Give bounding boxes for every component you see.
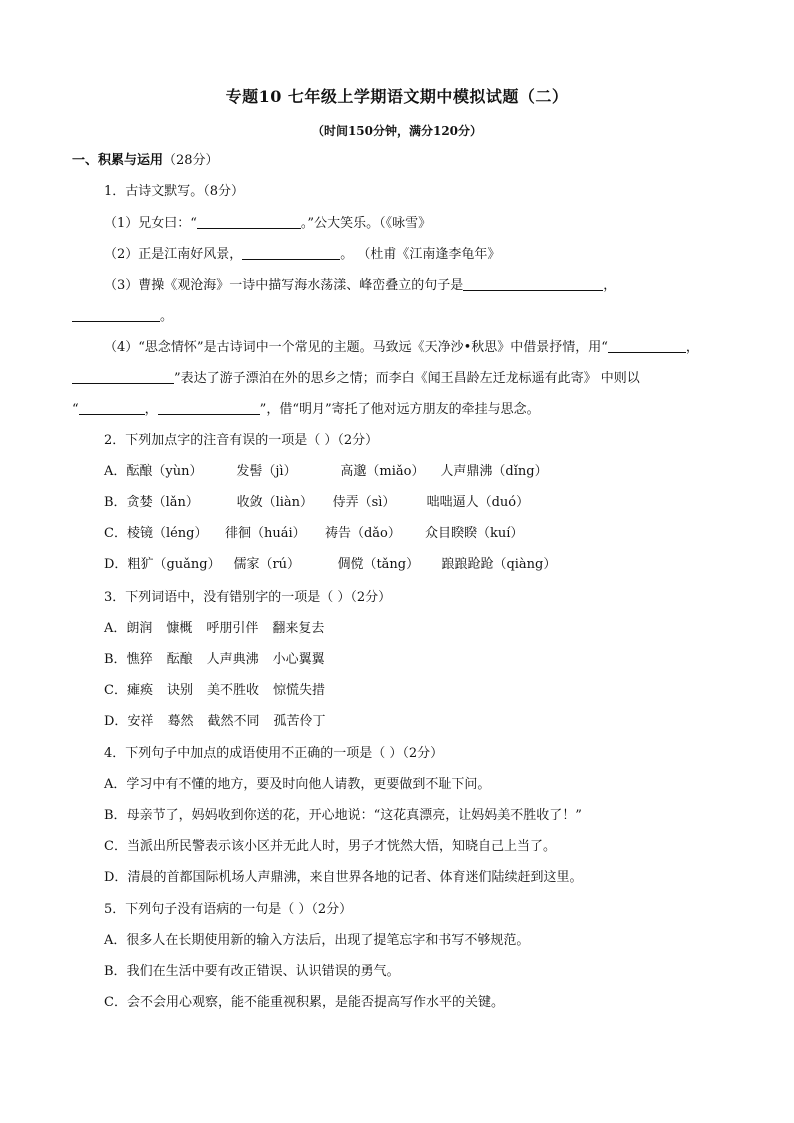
q1-p4-comma: ，	[685, 340, 699, 355]
option-item: 棱镜（léng）	[126, 526, 208, 541]
option-item: 小心翼翼	[272, 652, 325, 667]
q1-part-4-line2	[72, 369, 640, 388]
option-item: 孤苦伶丁	[273, 714, 326, 729]
option-item: 高邈（miǎo）	[340, 464, 425, 479]
q1-part-2	[104, 245, 500, 264]
option-text: 清晨的首都国际机场人声鼎沸，来自世界各地的记者、体育迷们陆续赶到这里。	[127, 870, 583, 885]
q3-option-d	[104, 713, 325, 731]
option-item: 踉踉跄跄（qiàng）	[441, 557, 557, 572]
q2-option-a	[104, 463, 548, 481]
q1-p2-suffix: 。 （杜甫《江南逢李龟年》	[340, 247, 501, 262]
q2-option-b	[104, 494, 529, 512]
q1-p3-comma: ，	[603, 278, 617, 293]
answer-blank[interactable]	[197, 214, 301, 229]
option-item: 瘫痪	[126, 683, 153, 698]
question-5-stem: 5．下列句子没有语病的一句是（ ）（2分）	[104, 902, 353, 917]
option-item: 美不胜收	[206, 683, 259, 698]
option-text: 当派出所民警表示该小区并无此人时，男子才恍然大悟，知晓自己上当了。	[126, 839, 556, 854]
option-label: B．	[104, 964, 127, 979]
option-item: 贪婪（lǎn）	[126, 495, 199, 510]
option-label: A．	[104, 621, 127, 636]
q4-option-c	[104, 838, 556, 856]
q1-part-4	[104, 338, 699, 357]
option-label: A．	[104, 777, 127, 792]
option-text: 很多人在长期使用新的输入方法后，出现了提笔忘字和书写不够规范。	[126, 933, 530, 948]
option-label: B．	[104, 652, 127, 667]
option-item: 朗润	[126, 621, 153, 636]
q1-p4-prefix: （4）“思念情怀”是古诗词中一个常见的主题。马致远《天净沙•秋思》中借景抒情，用“	[104, 340, 608, 355]
answer-blank[interactable]	[72, 307, 160, 322]
option-item: 人声鼎沸（dǐng）	[440, 464, 548, 479]
q2-option-c	[104, 525, 523, 543]
page-title: 专题10 七年级上学期语文期中模拟试题（二）	[225, 87, 569, 106]
option-item: 安祥	[127, 714, 154, 729]
answer-blank[interactable]	[158, 400, 260, 415]
option-label: C．	[104, 683, 127, 698]
q4-option-d	[104, 869, 582, 887]
answer-blank[interactable]	[608, 338, 686, 353]
q1-p1-suffix: 。”公大笑乐。（《咏雪》	[300, 216, 432, 231]
option-label: C．	[104, 995, 127, 1010]
q1-p3-prefix: （3）曹操《观沧海》一诗中描写海水荡漾、峰峦叠立的句子是	[104, 278, 464, 293]
option-text: 学习中有不懂的地方，要及时向他人请教，更要做到不耻下问。	[126, 777, 491, 792]
option-item: 蓦然	[167, 714, 194, 729]
option-label: B．	[104, 495, 127, 510]
option-label: D．	[104, 714, 128, 729]
q1-p3-end: 。	[160, 309, 174, 324]
q5-option-a	[104, 932, 529, 950]
option-item: 憔猝	[126, 652, 153, 667]
option-item: 呼朋引伴	[206, 621, 259, 636]
option-item: 徘徊（huái）	[224, 526, 306, 541]
option-label: A．	[104, 933, 127, 948]
q1-part-3	[104, 276, 616, 295]
answer-blank[interactable]	[79, 400, 145, 415]
option-item: 粗犷（guǎng）	[127, 557, 221, 572]
q3-option-b	[104, 651, 325, 669]
q1-p4-quote: “	[72, 402, 79, 417]
option-label: C．	[104, 839, 127, 854]
answer-blank[interactable]	[242, 245, 340, 260]
option-text: 母亲节了，妈妈收到你送的花，开心地说：“这花真漂亮，让妈妈美不胜收了！”	[126, 808, 582, 823]
answer-blank[interactable]	[72, 369, 174, 384]
q4-option-a	[104, 776, 490, 794]
option-item: 祷告（dǎo）	[324, 526, 401, 541]
option-item: 咄咄逼人（duó）	[426, 495, 530, 510]
option-item: 发髻（jì）	[236, 464, 297, 479]
option-label: D．	[104, 557, 128, 572]
q1-p4-end: ”，借“明月”寄托了他对远方朋友的牵挂与思念。	[259, 402, 540, 417]
q3-option-a	[104, 620, 324, 638]
q1-part-3-cont	[72, 307, 173, 326]
option-item: 众目睽睽（kuí）	[424, 526, 524, 541]
option-item: 酝酿（yùn）	[126, 464, 203, 479]
section-score: （28分）	[163, 153, 219, 168]
q1-p2-prefix: （2）正是江南好风景，	[104, 247, 243, 262]
option-item: 儒家（rú）	[233, 557, 301, 572]
option-item: 截然不同	[207, 714, 260, 729]
q1-part-1	[104, 214, 431, 233]
option-item: 翻来复去	[272, 621, 325, 636]
q2-option-d	[104, 556, 556, 574]
q5-option-c	[104, 994, 504, 1012]
option-item: 慷概	[166, 621, 193, 636]
q1-p4-middle: ”表达了游子漂泊在外的思乡之情；而李白《闻王昌龄左迁龙标遥有此寄》 中则以	[174, 371, 640, 386]
q3-option-c	[104, 682, 325, 700]
option-label: C．	[104, 526, 127, 541]
option-item: 收敛（liàn）	[236, 495, 314, 510]
q5-option-b	[104, 963, 400, 981]
option-item: 惊慌失措	[272, 683, 325, 698]
question-4-stem: 4．下列句子中加点的成语使用不正确的一项是（ ）（2分）	[104, 746, 444, 761]
option-text: 我们在生活中要有改正错误、认识错误的勇气。	[126, 964, 400, 979]
q1-p1-prefix: （1）兄女曰：“	[104, 216, 197, 231]
question-3-stem: 3．下列词语中，没有错别字的一项是（ ）（2分）	[104, 590, 392, 605]
section-heading	[72, 152, 219, 170]
answer-blank[interactable]	[463, 276, 603, 291]
q4-option-b	[104, 807, 582, 825]
option-label: D．	[104, 870, 128, 885]
question-2-stem: 2．下列加点字的注音有误的一项是（ ）（2分）	[104, 433, 379, 448]
option-item: 倜傥（tǎng）	[337, 557, 420, 572]
option-item: 酝酿	[166, 652, 193, 667]
exam-info: （时间150分钟，满分120分）	[311, 124, 483, 138]
option-label: A．	[104, 464, 127, 479]
section-title: 一、积累与运用	[72, 153, 164, 168]
q1-p4-comma2: ，	[144, 402, 158, 417]
option-text: 会不会用心观察，能不能重视积累，是能否提高写作水平的关键。	[126, 995, 504, 1010]
option-item: 诀别	[166, 683, 193, 698]
option-item: 人声典沸	[206, 652, 259, 667]
option-item: 侍弄（sì）	[332, 495, 396, 510]
q1-part-4-line3	[72, 400, 540, 419]
question-1-stem: 1．古诗文默写。（8分）	[104, 184, 245, 199]
option-label: B．	[104, 808, 127, 823]
